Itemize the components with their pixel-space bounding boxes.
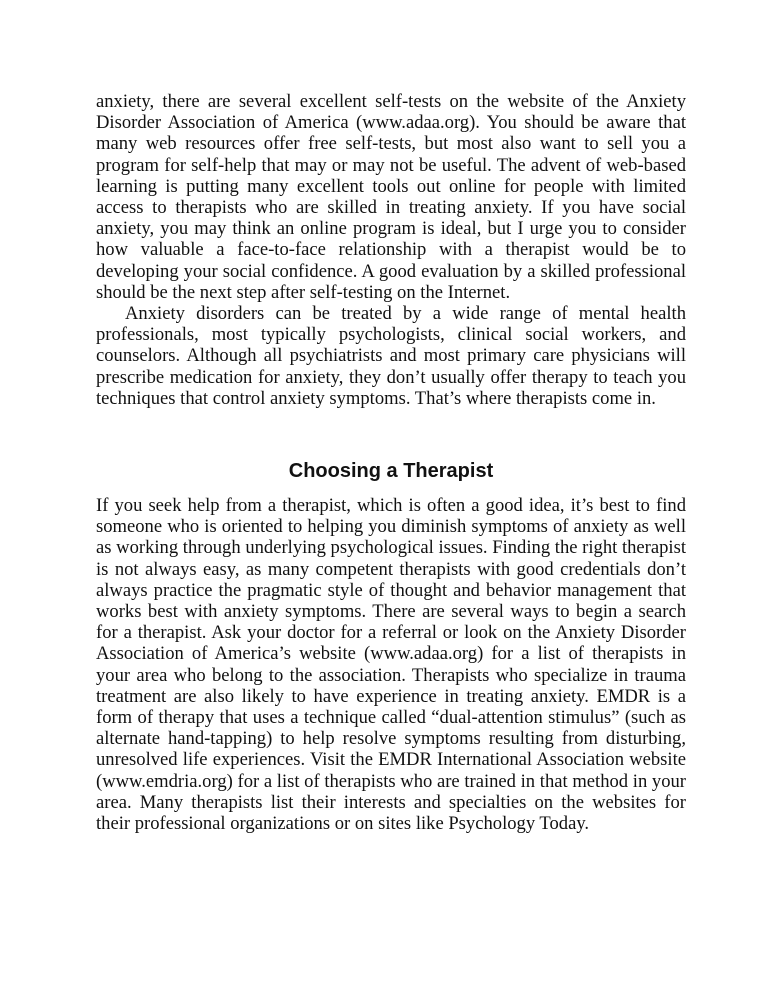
section-heading: Choosing a Therapist xyxy=(288,460,494,483)
document-page xyxy=(96,91,686,834)
intro-paragraph: anxiety, there are several excellent self-tests on the website of the Anxiety Disorder Association of America (www.adaa.org). You should be aware that many web resources offer free self-tests, but most also want to sell you a program for self-help that may or may not be useful. The advent of web-based learning is putting many excellent tools out online for people with limited access to therapists who are skilled in treating anxiety. If you have social anxiety, you may think an online program is ideal, but I urge you to consider how valuable a face-to-face relationship with a therapist would be to developing your social confidence. A good evaluation by a skilled professional should be the next step after self-testing on the Internet. xyxy=(96,91,686,303)
second-paragraph: Anxiety disorders can be treated by a wide range of mental health professionals, most typically psychologists, clinical social workers, and counselors. Although all psychiatrists and most primary care physicians will prescribe medication for anxiety, they don’t usually offer therapy to teach you techniques that control anxiety symptoms. That’s where therapists come in. xyxy=(96,303,686,409)
section-paragraph: If you seek help from a therapist, which is often a good idea, it’s best to find someone who is oriented to helping you diminish symptoms of anxiety as well as working through underlying psychological issues. Finding the right therapist is not always easy, as many competent therapists with good credentials don’t always practice the pragmatic style of thought and behavior management that works best with anxiety symptoms. There are several ways to begin a search for a therapist. Ask your doctor for a referral or look on the Anxiety Disorder Association of America’s website (www.adaa.org) for a list of therapists in your area who belong to the association. Therapists who specialize in trauma treatment are also likely to have experience in treating anxiety. EMDR is a form of therapy that uses a technique called “dual-attention stimulus” (such as alternate hand-tapping) to help resolve symptoms resulting from disturbing, unresolved life experiences. Visit the EMDR International Association website (www.emdria.org) for a list of therapists who are trained in that method in your area. Many therapists list their interests and specialties on the websites for their professional organizations or on sites like Psychology Today. xyxy=(96,495,686,835)
